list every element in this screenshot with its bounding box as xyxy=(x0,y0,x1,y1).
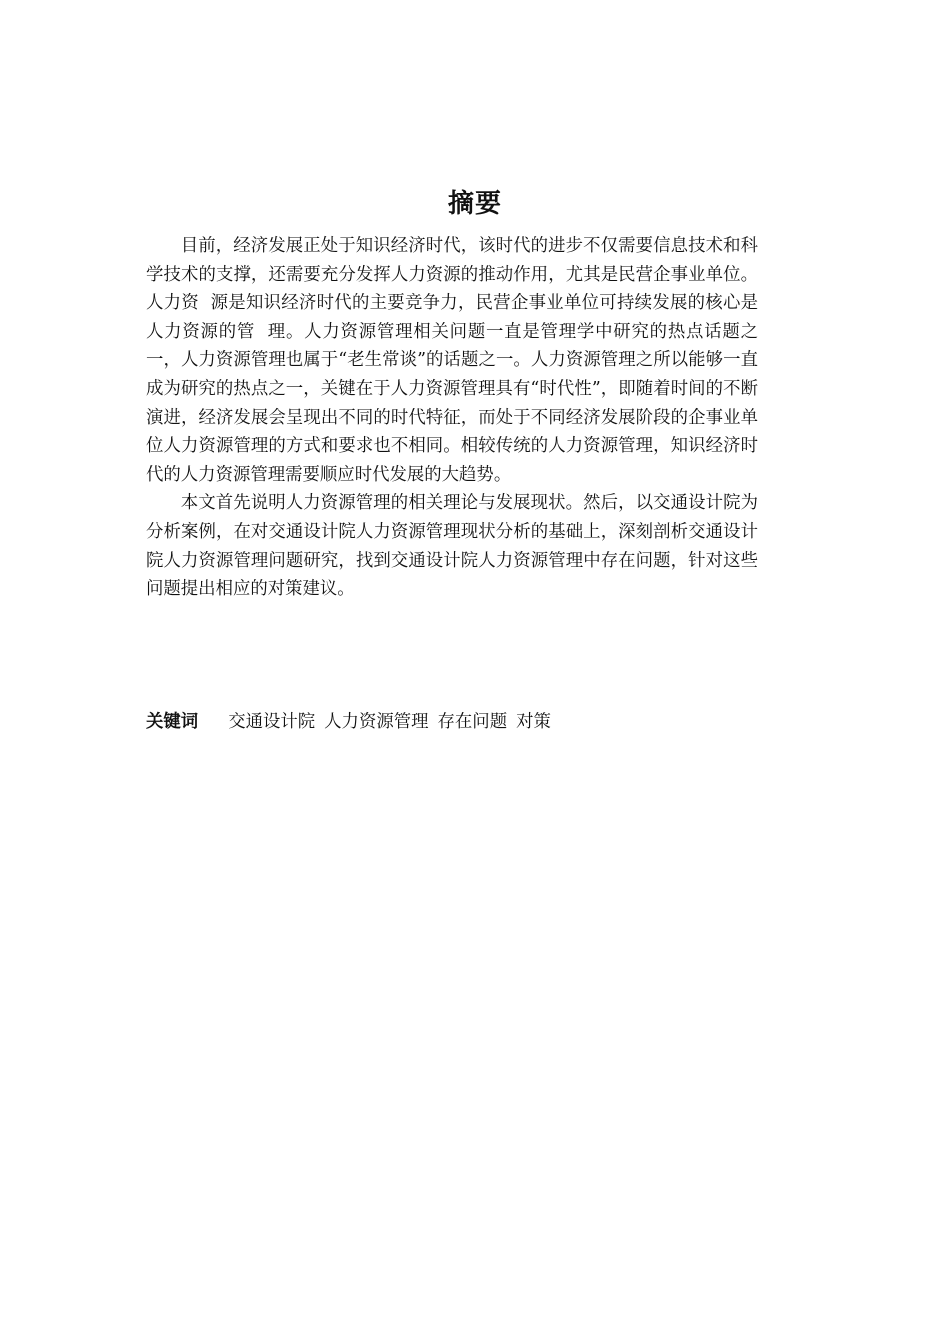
abstract-paragraph-2: 本文首先说明人力资源管理的相关理论与发展现状。然后，以交通设计院为分析案例，在对交通设计院人力资源管理现状分析的基础上，深刻剖析交通设计院人力资源管理问题研究，找到交通设计院人力资源管理中存在问题，针对这些问题提出相应的对策建议。 xyxy=(146,493,758,600)
abstract-body xyxy=(146,232,770,604)
keywords-line xyxy=(146,708,786,736)
page-title: 摘要 xyxy=(447,189,502,219)
keyword-item: 人力资源管理 xyxy=(324,712,429,732)
keyword-item: 存在问题 xyxy=(437,712,508,732)
abstract-paragraph-1: 目前，经济发展正处于知识经济时代，该时代的进步不仅需要信息技术和科 学技术的支撑，还需要充分发挥人力资源的推动作用，尤其是民营企事业单位。人力资 源是知识经济时代的主要竞争力，民营企事业单位可持续发展的核心是人力资源的管 理。人力资源管理相关问题一直是管理学中研究的热点话题之一，人力资源管理也属于“老生常谈”的话题之一。人力资源管理之所以能够一直成为研究的热点之一，关键在于人力资源管理具有“时代性”，即随着时间的不断演进，经济发展会呈现出不同的时代特征，而处于不同经济发展阶段的企事业单位人力资源管理的方式和要求也不相同。相较传统的人力资源管理，知识经济时代的人力资源管理需要顺应时代发展的大趋势。 xyxy=(146,236,770,485)
keywords-label: 关键词 xyxy=(146,712,199,732)
keyword-item: 对策 xyxy=(516,712,551,732)
keyword-item: 交通设计院 xyxy=(228,712,316,732)
